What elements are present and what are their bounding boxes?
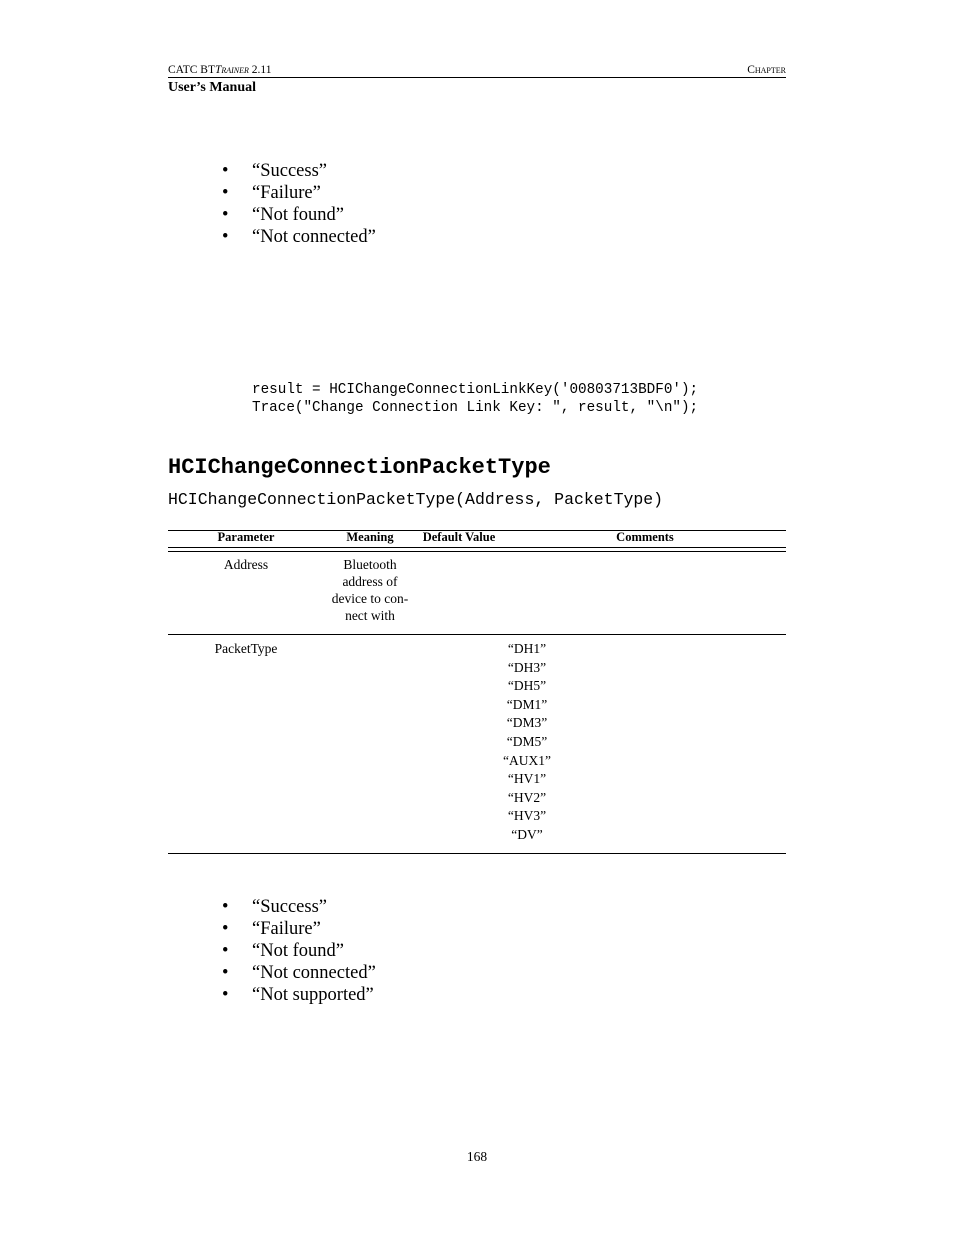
section-title: HCIChangeConnectionPacketType xyxy=(168,455,551,480)
packet-type-value: “HV3” xyxy=(507,808,547,824)
return-values-list-top xyxy=(222,160,376,248)
column-header-default: Default Value xyxy=(422,530,496,544)
running-header-chapter: Chapter xyxy=(747,64,786,76)
function-signature: HCIChangeConnectionPacketType(Address, PacketType) xyxy=(168,490,664,509)
header-rule xyxy=(168,77,786,78)
bullet-icon: • xyxy=(222,227,229,247)
packet-type-value: “DH5” xyxy=(507,678,547,694)
running-header-subtitle: User’s Manual xyxy=(168,80,257,95)
packet-type-value: “AUX1” xyxy=(503,752,551,768)
packet-type-value: “HV2” xyxy=(507,789,547,805)
bullet-icon: • xyxy=(222,897,229,917)
row-address-parameter: Address xyxy=(223,557,269,572)
list-item: • “Failure” xyxy=(222,183,321,203)
packet-type-value: “HV1” xyxy=(507,771,547,787)
bullet-icon: • xyxy=(222,963,229,983)
packet-type-value: “DM1” xyxy=(506,696,548,712)
table-header-rule-1 xyxy=(168,547,786,548)
header-trainer: Trainer xyxy=(214,64,249,76)
bullet-icon: • xyxy=(222,161,229,181)
bullet-icon: • xyxy=(222,919,229,939)
code-line-1: result = HCIChangeConnectionLinkKey('00803713BDF0'); xyxy=(252,382,699,398)
code-line-2: Trace("Change Connection Link Key: ", result, "\n"); xyxy=(252,400,699,416)
column-header-comments: Comments xyxy=(616,530,674,544)
bullet-icon: • xyxy=(222,205,229,225)
row-address-meaning: Bluetooth address of device to con- nect with xyxy=(331,557,409,623)
packet-type-value: “DH3” xyxy=(507,659,547,675)
running-header-left xyxy=(168,63,272,77)
header-product: CATC BT xyxy=(168,64,215,76)
list-item: • “Not connected” xyxy=(222,963,376,983)
bullet-icon: • xyxy=(222,941,229,961)
packet-type-value: “DM5” xyxy=(506,733,548,749)
table-row-rule xyxy=(168,634,786,635)
column-header-meaning: Meaning xyxy=(346,530,394,544)
list-item: • “Not supported” xyxy=(222,985,374,1005)
list-item: • “Success” xyxy=(222,897,327,917)
list-item: • “Not found” xyxy=(222,205,344,225)
row-packettype-parameter: PacketType xyxy=(214,641,278,656)
bullet-icon: • xyxy=(222,985,229,1005)
list-item: • “Not found” xyxy=(222,941,344,961)
list-item: • “Not connected” xyxy=(222,227,376,247)
return-values-list-bottom xyxy=(222,896,376,1006)
table-header-rule-2 xyxy=(168,551,786,552)
packet-type-value: “DV” xyxy=(511,826,543,842)
table-bottom-rule xyxy=(168,853,786,854)
bullet-icon: • xyxy=(222,183,229,203)
column-header-parameter: Parameter xyxy=(217,530,275,544)
page-number: 168 xyxy=(466,1149,488,1164)
list-item: • “Failure” xyxy=(222,919,321,939)
packet-type-value: “DH1” xyxy=(507,641,547,656)
list-item: • “Success” xyxy=(222,161,327,181)
row-packettype-values xyxy=(490,640,564,845)
packet-type-value: “DM3” xyxy=(506,715,548,731)
header-version: 2.11 xyxy=(248,64,272,76)
